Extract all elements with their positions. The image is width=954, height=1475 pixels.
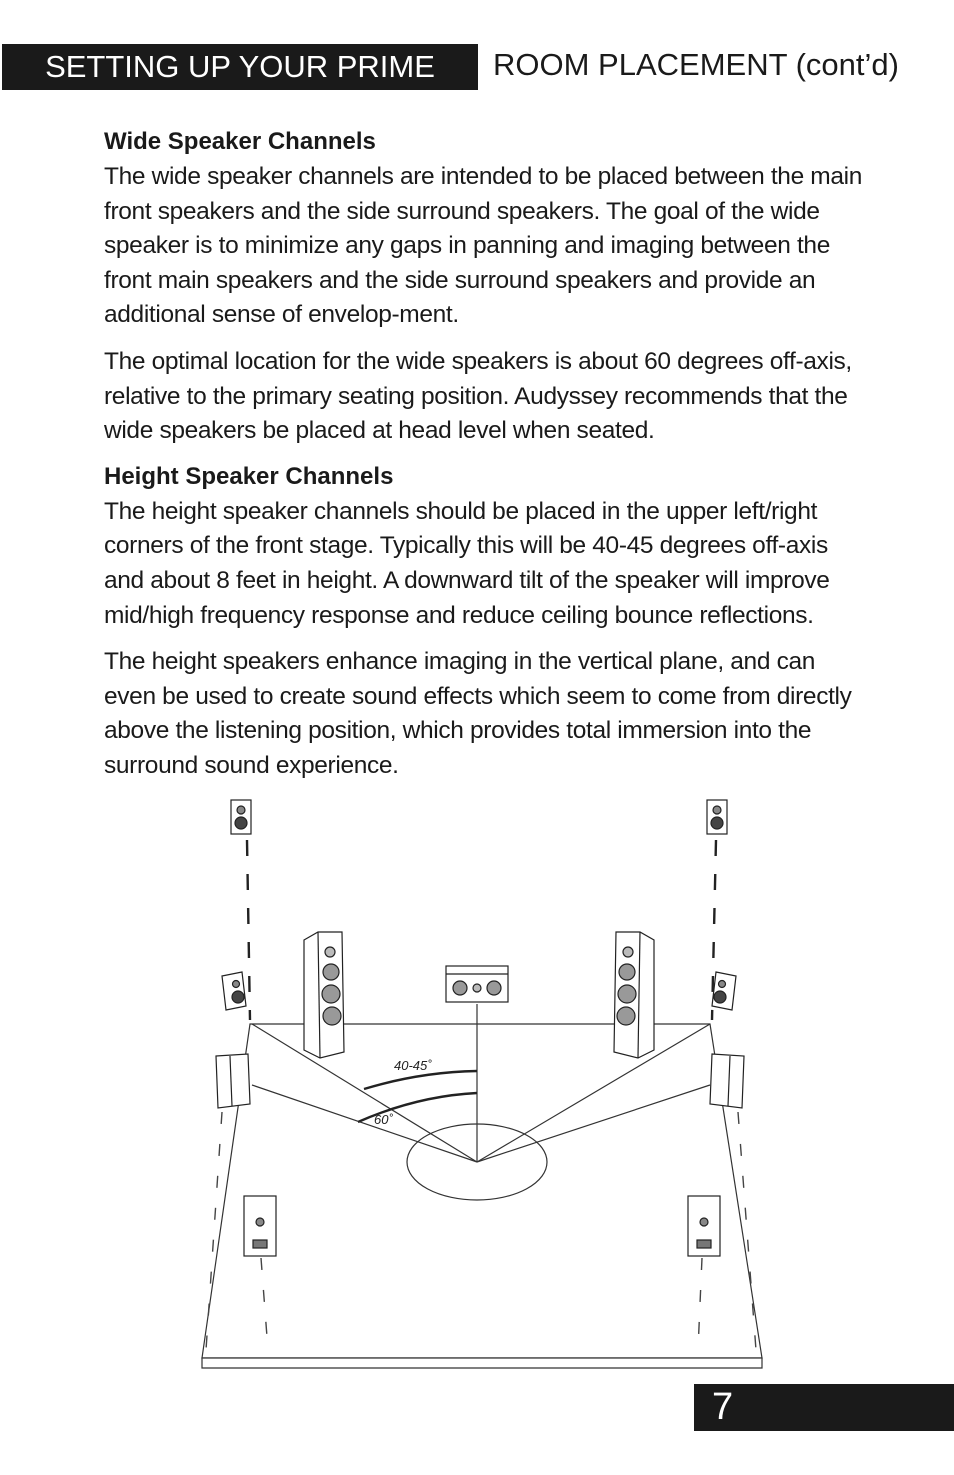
body-text [104, 126, 864, 796]
front-tower-left [304, 932, 344, 1058]
section-title-bar: SETTING UP YOUR PRIME SPEAKERS [2, 44, 478, 90]
side-surround-right [710, 1054, 744, 1108]
height-speaker-right [707, 800, 727, 834]
height-speaker-left [231, 800, 251, 834]
wide-paragraph-1: The wide speaker channels are intended to be placed between the main front speakers and the side surround speakers. The goal of the wide speaker is to minimize any gaps in panning and imaging between the front main speakers and the side surround speakers and provide an additional sense of envelop-ment. [104, 163, 862, 329]
wide-paragraph-2: The optimal location for the wide speakers is about 60 degrees off-axis, relative to the primary seating position. Audyssey recommends that the wide speakers be placed at head level when seated. [104, 347, 852, 445]
angle-label-wide: 60˚ [374, 1112, 393, 1127]
angle-label-height: 40-45˚ [394, 1058, 432, 1073]
height-heading: Height Speaker Channels [104, 462, 394, 490]
center-speaker [446, 966, 508, 1002]
wide-heading: Wide Speaker Channels [104, 128, 376, 155]
rear-surround-left [244, 1196, 276, 1256]
speaker-placement-diagram [190, 790, 780, 1380]
room-floor [202, 1024, 762, 1358]
front-tower-right [614, 932, 654, 1058]
height-paragraph-2: The height speakers enhance imaging in the vertical plane, and can even be used to create sound effects which seem to come from directly above the listening position, which provides total immersion into the surround sound experience. [104, 648, 852, 779]
wide-speaker-right [712, 972, 736, 1010]
wide-speaker-left [222, 972, 246, 1010]
rear-surround-right [688, 1196, 720, 1256]
page-number: 7 [694, 1384, 954, 1431]
height-paragraph-1: The height speaker channels should be placed in the upper left/right corners of the front stage. Typically this will be 40-45 degrees off-axis and about 8 feet in height. A downward tilt of the speaker will improve mid/high frequency response and reduce ceiling bounce reflections. [104, 497, 830, 629]
side-surround-left [216, 1054, 250, 1108]
subsection-title: ROOM PLACEMENT (cont’d) [493, 47, 899, 82]
room-floor-edge [202, 1358, 762, 1368]
